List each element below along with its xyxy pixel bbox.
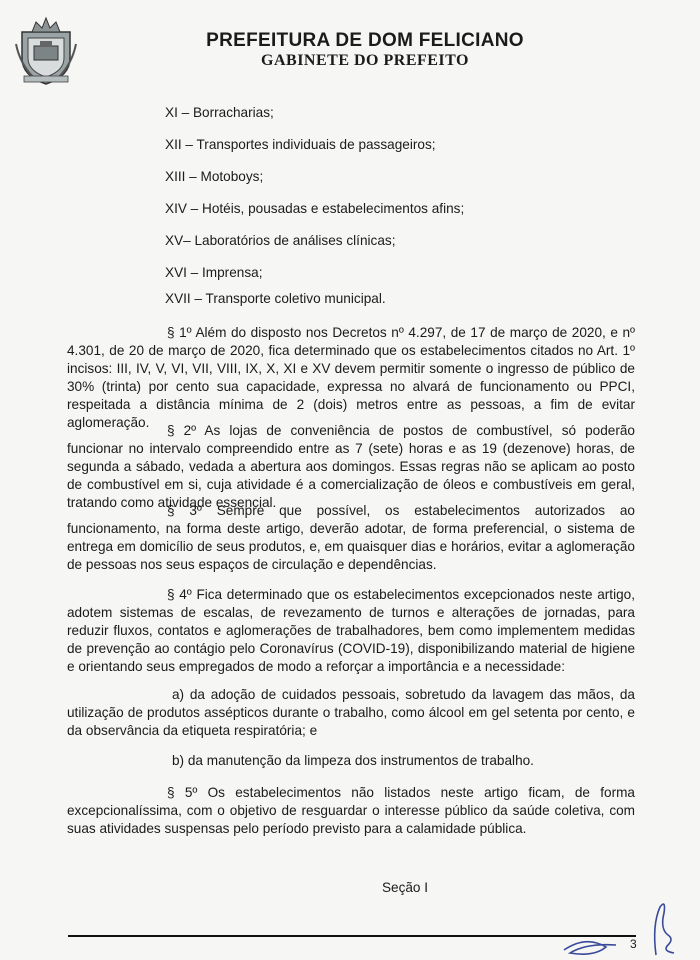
paragraph-5 [67, 784, 635, 838]
list-item: XII – Transportes individuais de passageiros; [165, 137, 436, 152]
paragraph-b [67, 752, 635, 770]
paragraph-1-text: § 1º Além do disposto nos Decretos nº 4.297, de 17 de março de 2020, e nº 4.301, de 20 de março de 2020, fica determinado que os estabelecimentos citados no Art. 1º incisos: III, IV, V, VI, VII, VIII, IX, X, XI e XV devem permitir somente o ingresso de público de 30% (trinta) por cento sua capacidade, expressa no alvará de funcionamento ou PPCI, respeitada a distância mínima de 2 (dois) metros entre as pessoas, a fim de evitar aglomeração. [67, 325, 635, 430]
paragraph-b-text: b) da manutenção da limpeza dos instrumentos de trabalho. [172, 753, 534, 768]
paragraph-4-text: § 4º Fica determinado que os estabelecimentos excepcionados neste artigo, adotem sistemas de escalas, de revezamento de turnos e alterações de jornadas, para reduzir fluxos, contatos e aglomerações de trabalhadores, bem como implementem medidas de prevenção ao contágio pelo Coronavírus (COVID-19), disponibilizando material de higiene e orientando seus empregados de modo a reforçar a importância e a necessidade: [67, 587, 635, 674]
document-header-title: PREFEITURA DE DOM FELICIANO [206, 30, 524, 51]
paragraph-a-text: a) da adoção de cuidados pessoais, sobretudo da lavagem das mãos, da utilização de produtos assépticos durante o trabalho, como álcool em gel setenta por cento, e da observância da etiqueta respiratória; e [67, 687, 635, 738]
list-item: XVII – Transporte coletivo municipal. [165, 291, 386, 306]
paragraph-1 [67, 324, 635, 432]
paragraph-2-text: § 2º As lojas de conveniência de postos de combustível, só poderão funcionar no intervalo compreendido entre as 7 (sete) horas e as 19 (dezenove) horas, de segunda a sábado, vedada a abertura aos domingos. Essas regras não se aplicam ao posto de combustível em si, cuja atividade é a comercialização de óleos e combustíveis em geral, tratando como atividade essencial. [67, 423, 635, 510]
paragraph-a [67, 686, 635, 740]
list-item: XVI – Imprensa; [165, 265, 263, 280]
paragraph-3-text: § 3º Sempre que possível, os estabelecimentos autorizados ao funcionamento, na forma deste artigo, deverão adotar, de forma preferencial, o sistema de entrega em domicílio de seus produtos, e, em quaisquer dias e horários, evitar a aglomeração de pessoas nos seus espaços de circulação e dependências. [67, 503, 635, 572]
list-item: XI – Borracharias; [165, 105, 274, 120]
paragraph-5-text: § 5º Os estabelecimentos não listados neste artigo ficam, de forma excepcionalíssima, com o objetivo de resguardar o interesse público da saúde coletiva, com suas atividades suspensas pelo período previsto para a calamidade pública. [67, 785, 635, 836]
list-item: XIV – Hotéis, pousadas e estabelecimentos afins; [165, 201, 465, 216]
page-number: 3 [630, 937, 637, 951]
signature-initials [556, 895, 686, 960]
paragraph-4 [67, 586, 635, 676]
paragraph-2 [67, 422, 635, 512]
paragraph-3 [67, 502, 635, 574]
list-item: XV– Laboratórios de análises clínicas; [165, 233, 396, 248]
document-header-subtitle: GABINETE DO PREFEITO [261, 52, 469, 69]
list-item: XIII – Motoboys; [165, 169, 264, 184]
section-heading: Seção I [381, 880, 429, 895]
footer-rule [68, 935, 636, 937]
